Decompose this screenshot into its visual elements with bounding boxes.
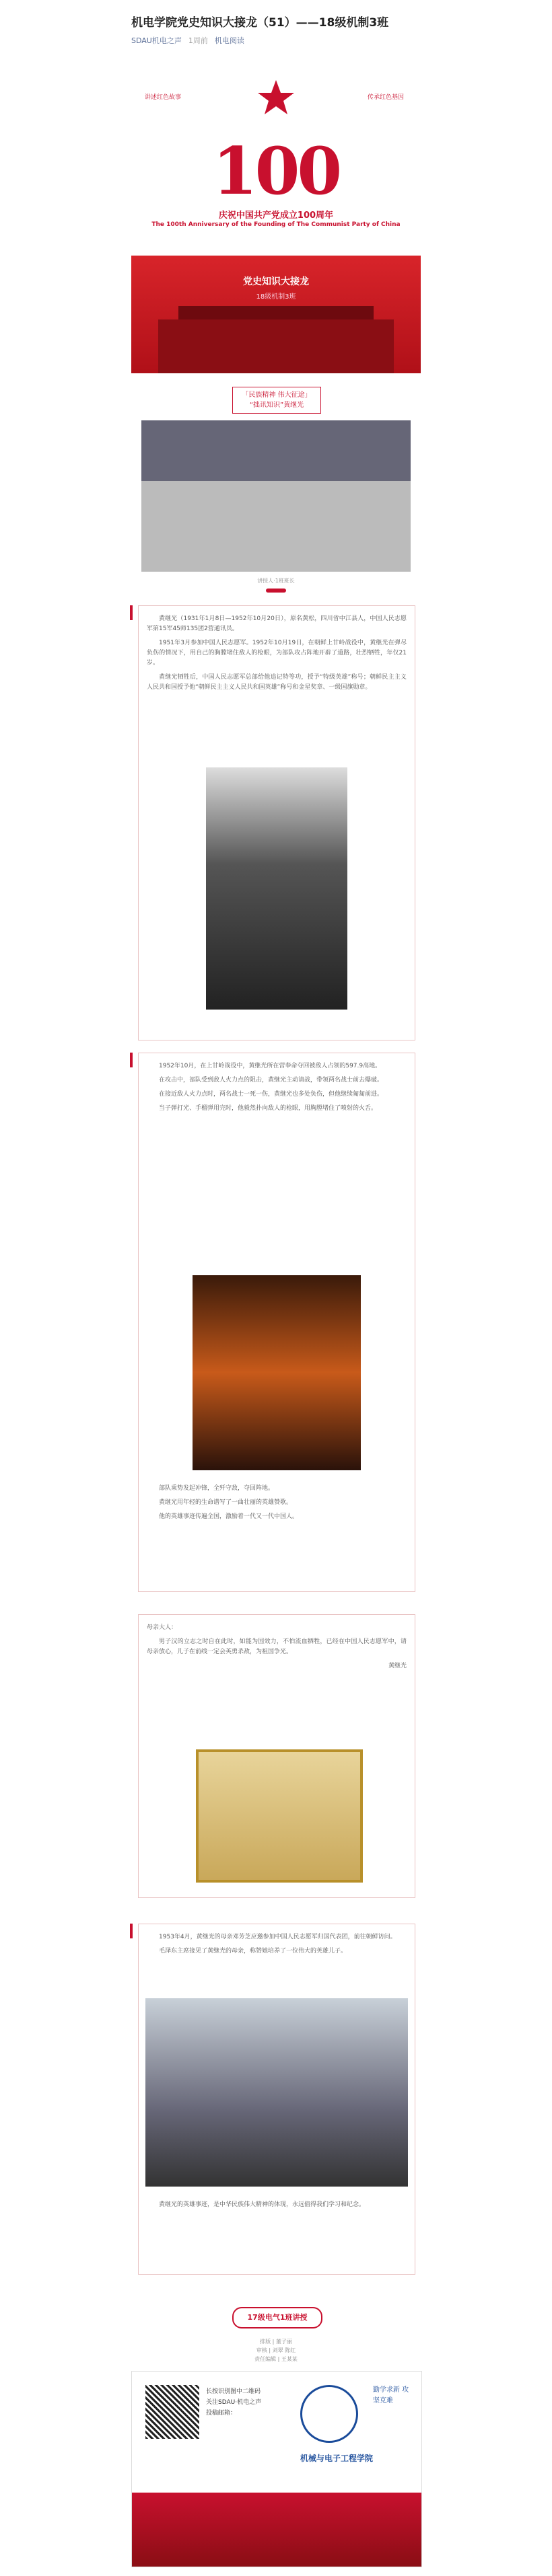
school-name: 机械与电子工程学院 xyxy=(300,2454,374,2463)
letter-body: 男子汉的立志之时自在此时，如能为国效力，不怕流血牺牲，已经在中国人民志愿军中，请母亲放心，儿子在前线一定会英勇杀敌，为祖国争光。 xyxy=(147,1638,407,1655)
qr-line3: 投稿邮箱： xyxy=(206,2410,237,2417)
qr-text xyxy=(206,2386,261,2419)
anniversary-logo xyxy=(131,133,421,229)
red-banner-title: 党史知识大接龙 xyxy=(243,276,309,287)
footer-layout: 排版 | 董子丽 xyxy=(260,2339,292,2345)
paragraph: 毛泽东主席接见了黄继光的母亲，称赞她培养了一位伟大的英雄儿子。 xyxy=(159,1948,347,1955)
article-meta xyxy=(131,35,421,46)
card-marker xyxy=(130,1053,133,1067)
qr-line1: 长按识别图中二维码 xyxy=(206,2388,261,2395)
tiananmen-image xyxy=(158,319,394,373)
paragraph: 他的英雄事迹传遍全国，激励着一代又一代中国人。 xyxy=(159,1513,299,1520)
content-card-2 xyxy=(138,1053,415,1592)
qr-line2: 关注SDAU·机电之声 xyxy=(206,2399,262,2406)
paragraph: 在接近敌人火力点时，两名战士一死一伤，黄继光也多处负伤，但他继续匍匐前进。 xyxy=(159,1091,384,1098)
subtitle-line1: 「民族精神 伟大征途」 xyxy=(242,391,312,399)
paragraph: 1952年10月，在上甘岭战役中，黄继光所在营奉命夺回被敌人占领的597.9高地。 xyxy=(159,1063,382,1069)
section-divider xyxy=(266,589,286,593)
paragraph: 黄继光的英雄事迹，是中华民族伟大精神的体现，永远值得我们学习和纪念。 xyxy=(159,2201,366,2208)
anniversary-cn: 庆祝中国共产党成立100周年 xyxy=(218,211,334,221)
card-marker xyxy=(130,605,133,620)
top-banner xyxy=(131,77,421,118)
footer-review: 审核 | 刘翠 陈红 xyxy=(256,2347,296,2353)
card-marker xyxy=(130,1924,133,1938)
paragraph: 黄继光（1931年1月8日—1952年10月20日），原名黄松，四川省中江县人，中国人民志愿军第15军45师135团2营通讯员。 xyxy=(147,615,407,632)
paragraph: 黄继光用年轻的生命谱写了一曲壮丽的英雄赞歌。 xyxy=(159,1499,293,1506)
paragraph: 黄继光牺牲后，中国人民志愿军总部给他追记特等功，授予“特级英雄”称号；朝鲜民主主义人民共和国授予他“朝鲜民主主义人民共和国英雄”称号和金星奖章、一级国旗勋章。 xyxy=(147,674,407,691)
school-logo xyxy=(300,2385,358,2443)
photo-caption: 讲授人·1班班长 xyxy=(257,578,295,584)
subtitle-box xyxy=(232,387,321,414)
banner-right-label: 传承红色基因 xyxy=(367,94,404,101)
mao-meeting-photo xyxy=(145,1998,408,2187)
paragraph: 1951年3月参加中国人民志愿军。1952年10月19日，在朝鲜上甘岭战役中，黄继光在弹尽负伤的情况下，用自己的胸膛堵住敌人的枪眼，为部队攻占阵地开辟了道路，壮烈牺牲，年仅21岁。 xyxy=(147,640,407,667)
publish-date: 1周前 xyxy=(188,36,208,45)
letter-card xyxy=(138,1614,415,1898)
subtitle-line2: “拙讯知识”黄继光 xyxy=(249,402,304,409)
campus-image xyxy=(132,2493,421,2567)
anniversary-en: The 100th Anniversary of the Founding of The Communist Party of China xyxy=(151,221,401,228)
qr-card xyxy=(131,2371,422,2567)
footer-pill: 17级电气1班讲授 xyxy=(232,2307,322,2328)
classroom-photo xyxy=(141,420,411,572)
article-title: 机电学院党史知识大接龙（51）——18级机制3班 xyxy=(131,16,389,30)
red-banner-class: 18级机制3班 xyxy=(256,293,296,301)
account-link[interactable]: SDAU机电之声 xyxy=(131,36,182,45)
footer-meta xyxy=(131,2337,421,2363)
red-banner xyxy=(131,256,421,373)
letter-greeting: 母亲大人： xyxy=(147,1624,178,1631)
portrait-photo xyxy=(206,767,347,1010)
paragraph: 部队乘势发起冲锋，全歼守敌，夺回阵地。 xyxy=(159,1485,275,1492)
star-icon xyxy=(256,77,296,118)
battle-painting xyxy=(193,1275,361,1470)
paragraph: 当子弹打光、手榴弹用完时，他毅然扑向敌人的枪眼，用胸膛堵住了喷射的火舌。 xyxy=(159,1105,378,1112)
banner-left-label: 讲述红色故事 xyxy=(145,94,182,101)
article-header xyxy=(0,0,552,46)
read-link[interactable]: 机电阅读 xyxy=(214,36,244,45)
certificate-image xyxy=(196,1749,363,1883)
paragraph: 1953年4月，黄继光的母亲邓芳芝应邀参加中国人民志愿军归国代表团，前往朝鲜访问。 xyxy=(159,1934,396,1940)
content-card-3 xyxy=(138,1924,415,2275)
qr-code[interactable] xyxy=(145,2385,199,2439)
content-card-1 xyxy=(138,605,415,1040)
paragraph: 在攻击中，部队受到敌人火力点的阻击，黄继光主动请战，带领两名战士前去爆破。 xyxy=(159,1077,384,1084)
footer-editor: 责任编辑 | 王某某 xyxy=(254,2356,298,2362)
letter-signature: 黄继光 xyxy=(388,1663,407,1669)
hundred-number: 100 xyxy=(212,133,340,209)
school-motto: 勤学求新 攻坚克难 xyxy=(373,2386,409,2404)
